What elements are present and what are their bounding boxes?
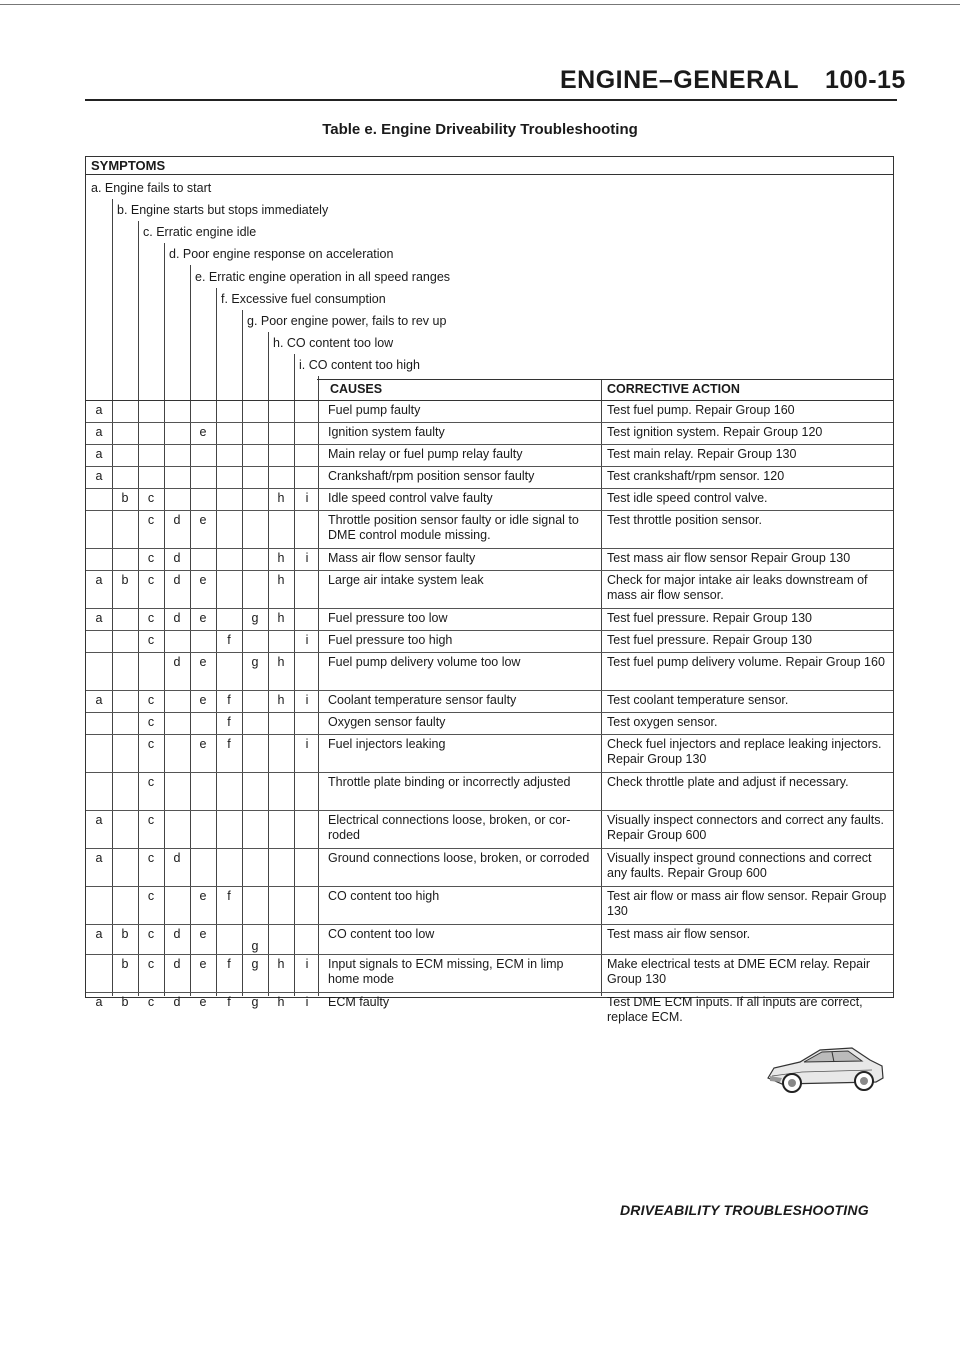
symptom-mark: a xyxy=(95,611,103,625)
symptom-mark: c xyxy=(147,957,155,971)
corrective-action-text: Test ignition system. Repair Group 120 xyxy=(607,425,823,439)
corrective-action-text: Test main relay. Repair Group 130 xyxy=(607,447,797,461)
corrective-action-text: Test coolant temperature sensor. xyxy=(607,693,789,707)
symptom-mark: g xyxy=(251,939,259,953)
symptom-mark: c xyxy=(147,737,155,751)
corrective-action-text: Check throttle plate and adjust if necessary. xyxy=(607,775,849,789)
symptom-mark: c xyxy=(147,513,155,527)
symptom-mark: c xyxy=(147,813,155,827)
symptom-mark: f xyxy=(227,957,231,971)
symptom-mark: a xyxy=(95,693,103,707)
symptom-mark: d xyxy=(173,957,181,971)
symptom-mark: i xyxy=(305,737,309,751)
table-row xyxy=(86,773,893,811)
symptom-mark: d xyxy=(173,551,181,565)
symptom-mark: c xyxy=(147,551,155,565)
symptom-mark: e xyxy=(199,995,207,1009)
symptom-label: e. Erratic engine operation in all speed ranges xyxy=(195,270,451,284)
symptom-mark: c xyxy=(147,491,155,505)
symptom-mark: a xyxy=(95,425,103,439)
symptom-mark: i xyxy=(305,633,309,647)
cause-text: Oxygen sensor faulty xyxy=(328,715,446,729)
symptom-mark: d xyxy=(173,573,181,587)
cause-text: ECM faulty xyxy=(328,995,390,1009)
symptom-mark: b xyxy=(121,491,129,505)
corrective-action-text: Test air flow or mass air flow sensor. Repair Group 130 xyxy=(607,889,887,918)
symptom-mark: d xyxy=(173,611,181,625)
symptom-mark: d xyxy=(173,851,181,865)
symptom-mark: a xyxy=(95,995,103,1009)
symptom-mark: d xyxy=(173,655,181,669)
corrective-action-text: Check fuel injectors and replace leaking injectors. Repair Group 130 xyxy=(607,737,882,766)
symptom-mark: a xyxy=(95,447,103,461)
cause-text: Coolant temperature sensor faulty xyxy=(328,693,517,707)
symptom-mark: e xyxy=(199,611,207,625)
symptom-label: b. Engine starts but stops immediately xyxy=(117,203,329,217)
symptom-mark: d xyxy=(173,513,181,527)
cause-text: Fuel pump delivery volume too low xyxy=(328,655,521,669)
table-row xyxy=(86,423,893,445)
corrective-action-text: Test DME ECM inputs. If all inputs are correct, replace ECM. xyxy=(607,995,863,1024)
footer-section-label: DRIVEABILITY TROUBLESHOOTING xyxy=(620,1202,869,1218)
symptoms-heading: SYMPTOMS xyxy=(91,158,166,173)
symptom-mark: c xyxy=(147,715,155,729)
symptom-mark: c xyxy=(147,927,155,941)
cause-text: Throttle plate binding or incorrectly adjusted xyxy=(328,775,571,789)
table-row xyxy=(86,549,893,571)
cause-text: Ignition system faulty xyxy=(328,425,445,439)
symptom-label: f. Excessive fuel consumption xyxy=(221,292,386,306)
symptom-mark: b xyxy=(121,957,129,971)
table-title: Table e. Engine Driveability Troubleshooting xyxy=(322,121,638,138)
symptom-mark: h xyxy=(277,551,285,565)
symptoms-rule xyxy=(86,174,893,175)
table-row xyxy=(86,925,893,955)
symptom-mark: b xyxy=(121,995,129,1009)
symptom-mark: f xyxy=(227,693,231,707)
symptom-mark: b xyxy=(121,927,129,941)
symptom-mark: a xyxy=(95,813,103,827)
symptom-mark: e xyxy=(199,957,207,971)
symptom-mark: e xyxy=(199,573,207,587)
corrective-action-text: Test mass air flow sensor. xyxy=(607,927,751,941)
symptom-mark: c xyxy=(147,573,155,587)
symptom-mark: f xyxy=(227,889,231,903)
table-row xyxy=(86,467,893,489)
corrective-action-text: Visually inspect ground connections and correct any faults. Repair Group 600 xyxy=(607,851,872,880)
symptom-mark: g xyxy=(251,655,259,669)
symptom-mark: i xyxy=(305,551,309,565)
symptom-mark: g xyxy=(251,957,259,971)
cause-text: Throttle position sensor faulty or idle signal to DME control module missing. xyxy=(328,513,579,542)
symptom-mark: f xyxy=(227,715,231,729)
symptom-mark: a xyxy=(95,573,103,587)
symptom-label: g. Poor engine power, fails to rev up xyxy=(247,314,447,328)
table-row xyxy=(86,489,893,511)
symptom-mark: c xyxy=(147,693,155,707)
symptom-mark: b xyxy=(121,573,129,587)
symptom-mark: i xyxy=(305,995,309,1009)
symptom-mark: e xyxy=(199,693,207,707)
symptom-mark: a xyxy=(95,851,103,865)
symptom-mark: d xyxy=(173,927,181,941)
corrective-action-text: Test fuel pump delivery volume. Repair Group 160 xyxy=(607,655,885,669)
table-row xyxy=(86,511,893,549)
cause-text: Large air intake system leak xyxy=(328,573,484,587)
symptom-mark: h xyxy=(277,995,285,1009)
symptom-mark: c xyxy=(147,611,155,625)
corrective-action-text: Test idle speed control valve. xyxy=(607,491,768,505)
corrective-action-text: Test fuel pump. Repair Group 160 xyxy=(607,403,795,417)
symptom-label: i. CO content too high xyxy=(299,358,420,372)
symptom-mark: f xyxy=(227,737,231,751)
cause-text: Input signals to ECM missing, ECM in limp home mode xyxy=(328,957,564,986)
corrective-action-text: Test crankshaft/rpm sensor. 120 xyxy=(607,469,785,483)
cause-text: Crankshaft/rpm position sensor faulty xyxy=(328,469,535,483)
cause-text: CO content too high xyxy=(328,889,440,903)
causes-header: CAUSES xyxy=(330,382,383,396)
table-row xyxy=(86,993,893,1030)
cause-text: Fuel pressure too high xyxy=(328,633,453,647)
symptom-mark: a xyxy=(95,469,103,483)
symptom-label: a. Engine fails to start xyxy=(91,181,212,195)
symptom-mark: c xyxy=(147,995,155,1009)
symptom-mark: i xyxy=(305,957,309,971)
symptom-mark: c xyxy=(147,633,155,647)
cause-text: Electrical connections loose, broken, or cor- roded xyxy=(328,813,571,842)
symptom-label: d. Poor engine response on acceleration xyxy=(169,247,394,261)
table-row xyxy=(86,631,893,653)
car-illustration-icon xyxy=(762,1040,887,1100)
cause-text: Fuel injectors leaking xyxy=(328,737,446,751)
cause-text: Mass air flow sensor faulty xyxy=(328,551,476,565)
symptom-mark: e xyxy=(199,927,207,941)
symptom-label: h. CO content too low xyxy=(273,336,394,350)
symptom-mark: f xyxy=(227,633,231,647)
symptom-mark: g xyxy=(251,611,259,625)
section-title: ENGINE–GENERAL xyxy=(560,66,799,94)
table-row xyxy=(86,811,893,849)
symptom-mark: e xyxy=(199,889,207,903)
cause-text: CO content too low xyxy=(328,927,435,941)
symptom-mark: a xyxy=(95,403,103,417)
table-row xyxy=(86,445,893,467)
header-divider xyxy=(601,380,602,401)
corrective-action-text: Test throttle position sensor. xyxy=(607,513,762,527)
corrective-action-text: Visually inspect connectors and correct any faults. Repair Group 600 xyxy=(607,813,884,842)
table-row xyxy=(86,713,893,735)
page-header xyxy=(560,66,906,95)
symptom-mark: i xyxy=(305,693,309,707)
table-row xyxy=(86,887,893,925)
cause-text: Main relay or fuel pump relay faulty xyxy=(328,447,523,461)
corrective-action-text: Test fuel pressure. Repair Group 130 xyxy=(607,633,812,647)
symptom-mark: h xyxy=(277,573,285,587)
table-row xyxy=(86,955,893,993)
symptom-mark: i xyxy=(305,491,309,505)
symptom-mark: e xyxy=(199,425,207,439)
corrective-action-text: Test fuel pressure. Repair Group 130 xyxy=(607,611,812,625)
symptom-mark: g xyxy=(251,995,259,1009)
cause-text: Ground connections loose, broken, or corroded xyxy=(328,851,590,865)
table-row xyxy=(86,653,893,691)
symptom-mark: e xyxy=(199,737,207,751)
symptom-mark: h xyxy=(277,491,285,505)
table-row xyxy=(86,609,893,631)
corrective-action-text: Make electrical tests at DME ECM relay. Repair Group 130 xyxy=(607,957,871,986)
cause-text: Idle speed control valve faulty xyxy=(328,491,493,505)
symptom-label: c. Erratic engine idle xyxy=(143,225,257,239)
corrective-action-text: Check for major intake air leaks downstream of mass air flow sensor. xyxy=(607,573,868,602)
symptom-mark: d xyxy=(173,995,181,1009)
table-row xyxy=(86,735,893,773)
table-row xyxy=(86,691,893,713)
cause-text: Fuel pressure too low xyxy=(328,611,448,625)
symptom-mark: h xyxy=(277,611,285,625)
column-header-top-rule xyxy=(317,379,893,380)
symptom-mark: e xyxy=(199,513,207,527)
symptom-mark: h xyxy=(277,693,285,707)
page-number: 100-15 xyxy=(824,66,906,94)
table-row xyxy=(86,849,893,887)
table-row xyxy=(86,571,893,609)
symptom-mark: h xyxy=(277,655,285,669)
symptom-mark: a xyxy=(95,927,103,941)
symptom-mark: f xyxy=(227,995,231,1009)
symptom-mark: e xyxy=(199,655,207,669)
top-rule xyxy=(0,4,960,5)
cause-text: Fuel pump faulty xyxy=(328,403,421,417)
corrective-action-text: Test oxygen sensor. xyxy=(607,715,718,729)
symptom-mark: h xyxy=(277,957,285,971)
symptom-mark: c xyxy=(147,775,155,789)
header-rule xyxy=(85,99,897,101)
corrective-action-header: CORRECTIVE ACTION xyxy=(607,382,740,396)
corrective-action-text: Test mass air flow sensor Repair Group 130 xyxy=(607,551,851,565)
symptom-mark: c xyxy=(147,889,155,903)
table-row xyxy=(86,401,893,423)
symptom-mark: c xyxy=(147,851,155,865)
